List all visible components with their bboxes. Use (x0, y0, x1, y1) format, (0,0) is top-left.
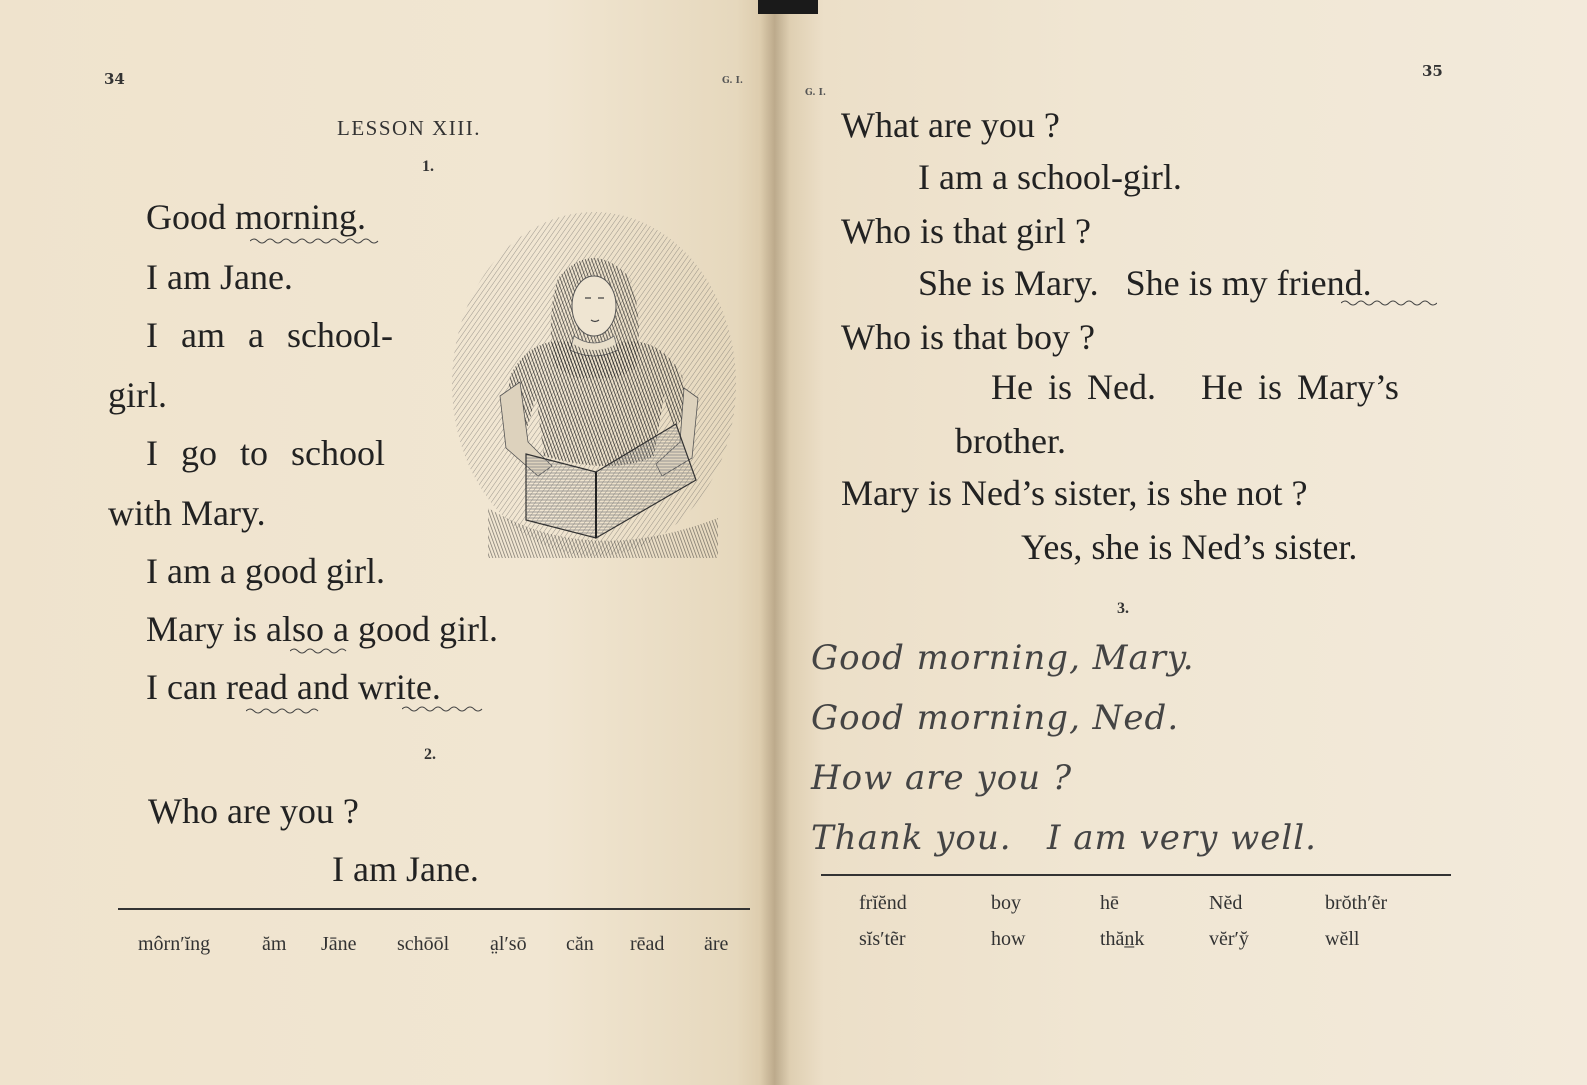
wavy-underline (1341, 300, 1437, 306)
vocab-word: vĕr′y̆ (1209, 928, 1249, 950)
text-line: I am Jane. (146, 257, 293, 297)
wavy-underline (250, 238, 380, 244)
text-line: What are you ? (841, 105, 1060, 145)
text-line: Mary is Ned’s sister, is she not ? (841, 473, 1308, 513)
vocab-word: frĭĕnd (859, 892, 907, 914)
vocab-word: a̤l′sō (490, 933, 527, 955)
vocab-word: căn (566, 933, 594, 955)
text-line: brother. (955, 421, 1066, 461)
script-line: Good morning, Ned. (811, 698, 1180, 738)
section-number: 3. (1117, 600, 1129, 617)
vocab-word: brŏth′ẽr (1325, 892, 1388, 914)
text-line: Who is that girl ? (841, 211, 1091, 251)
text-line: I am Jane. (332, 849, 479, 889)
spine-shadow (758, 0, 818, 14)
text-line: Good morning. (146, 197, 366, 237)
vocab-word: Nĕd (1209, 892, 1243, 914)
lesson-title: LESSON XIII. (337, 116, 481, 140)
vocab-word: schōōl (397, 933, 450, 955)
vocab-word: äre (704, 933, 729, 955)
right-page (775, 0, 1587, 1085)
vocab-word: wĕll (1325, 928, 1360, 950)
vocab-word: how (991, 928, 1026, 950)
script-line: Good morning, Mary. (811, 638, 1195, 678)
text-line: Who is that boy ? (841, 317, 1095, 357)
book-gutter (760, 0, 790, 1085)
vocab-word: môrn′ĭng (138, 933, 211, 955)
signature-mark: G. I. (722, 76, 743, 86)
script-line: How are you ? (811, 758, 1073, 798)
text-line: Yes, she is Ned’s sister. (1021, 527, 1358, 567)
wavy-underline (290, 648, 348, 654)
left-page (0, 0, 775, 1085)
text-line: He is Ned. He is Mary’s (991, 367, 1399, 407)
text-line: Mary is also a good girl. (146, 609, 498, 649)
wavy-underline (402, 706, 486, 712)
text-line: I am a school- (146, 315, 393, 355)
script-line: Thank you. I am very well. (811, 818, 1317, 858)
text-line: I go to school (146, 433, 385, 473)
divider-rule (821, 874, 1451, 876)
divider-rule (118, 908, 750, 910)
text-line: I am a school-girl. (918, 157, 1182, 197)
vocab-word: hē (1100, 892, 1119, 914)
text-line: Who are you ? (148, 791, 359, 831)
page-number: 35 (1422, 62, 1443, 80)
girl-reading-illustration (448, 208, 740, 560)
section-number: 1. (422, 158, 434, 175)
text-line: girl. (108, 375, 167, 415)
page-number: 34 (104, 70, 125, 88)
text-line: with Mary. (108, 493, 266, 533)
wavy-underline (246, 708, 320, 714)
signature-mark: G. I. (805, 88, 826, 98)
vocab-word: sĭs′tẽr (859, 928, 906, 950)
text-line: I can read and write. (146, 667, 441, 707)
vocab-word: rēad (630, 933, 665, 955)
vocab-word: thăn̲k (1100, 928, 1145, 950)
vocab-word: Jāne (321, 933, 357, 955)
vocab-word: boy (991, 892, 1021, 914)
text-line: I am a good girl. (146, 551, 385, 591)
text-line: She is Mary. She is my friend. (918, 263, 1372, 303)
section-number: 2. (424, 746, 436, 763)
vocab-word: ăm (262, 933, 287, 955)
